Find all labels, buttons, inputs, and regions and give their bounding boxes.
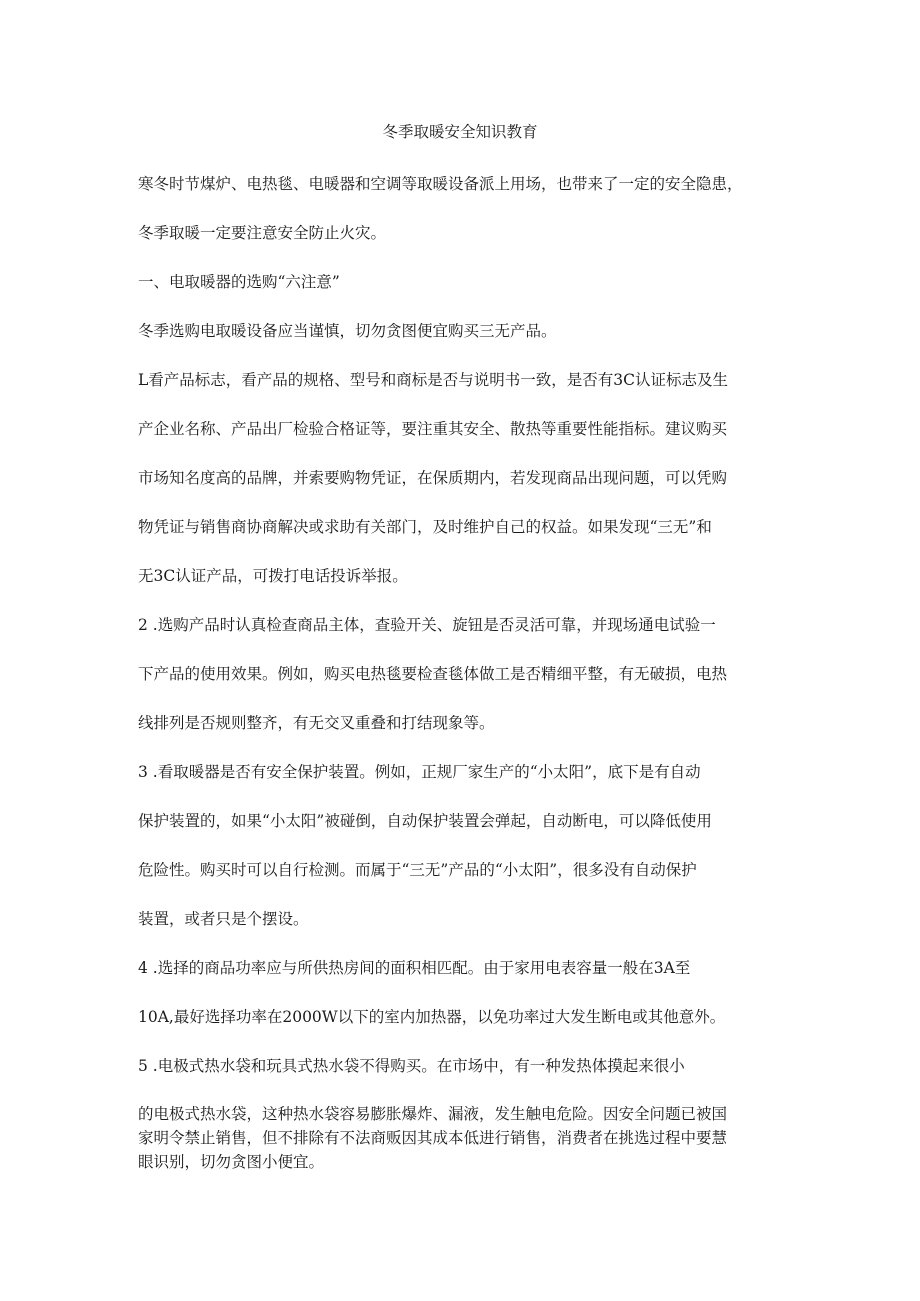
paragraph-line: 危险性。购买时可以自行检测。而属于“三无”产品的“小太阳”，很多没有自动保护	[138, 861, 697, 879]
paragraph-line: 产企业名称、产品出厂检验合格证等，要注重其安全、散热等重要性能指标。建议购买	[138, 420, 728, 438]
paragraph-line: 4 .选择的商品功率应与所供热房间的面积相匹配。由于家用电表容量一般在3A至	[138, 959, 691, 977]
paragraph-line: 寒冬时节煤炉、电热毯、电暖器和空调等取暖设备派上用场，也带来了一定的安全隐患，	[138, 175, 743, 193]
paragraph-line: 市场知名度高的品牌，并索要购物凭证，在保质期内，若发现商品出现问题，可以凭购	[138, 469, 728, 487]
paragraph-line: 10A,最好选择功率在2000W以下的室内加热器，以免功率过大发生断电或其他意外。	[138, 1008, 726, 1026]
paragraph-line: 装置，或者只是个摆设。	[138, 910, 309, 928]
paragraph-line: 下产品的使用效果。例如，购买电热毯要检查毯体做工是否精细平整，有无破损，电热	[138, 665, 728, 683]
paragraph-line: 2 .选购产品时认真检查商品主体，查验开关、旋钮是否灵活可靠，并现场通电试验一	[138, 616, 716, 634]
paragraph-line: 5 .电极式热水袋和玩具式热水袋不得购买。在市场中，有一种发热体摸起来很小	[138, 1057, 685, 1075]
paragraph-line: 眼识别，切勿贪图小便宜。	[138, 1153, 325, 1171]
paragraph-line: L看产品标志，看产品的规格、型号和商标是否与说明书一致，是否有3C认证标志及生	[138, 371, 729, 389]
paragraph-line: 线排列是否规则整齐，有无交叉重叠和打结现象等。	[138, 714, 495, 732]
paragraph-line: 3 .看取暖器是否有安全保护装置。例如，正规厂家生产的“小太阳”，底下是有自动	[138, 763, 701, 781]
paragraph-line: 保护装置的，如果“小太阳”被碰倒，自动保护装置会弹起，自动断电，可以降低使用	[138, 812, 712, 830]
paragraph-line: 无3C认证产品，可拨打电话投诉举报。	[138, 567, 408, 585]
paragraph-line: 冬季取暖一定要注意安全防止火灾。	[138, 224, 387, 242]
paragraph-line: 物凭证与销售商协商解决或求助有关部门，及时维护自己的权益。如果发现“三无”和	[138, 518, 712, 536]
paragraph-line: 冬季选购电取暖设备应当谨慎，切勿贪图便宜购买三无产品。	[138, 322, 557, 340]
section-heading: 一、电取暖器的选购“六注意”	[138, 273, 340, 291]
document-title: 冬季取暖安全知识教育	[382, 123, 538, 141]
paragraph-line: 的电极式热水袋，这种热水袋容易膨胀爆炸、漏液，发生触电危险。因安全问题已被国	[138, 1105, 728, 1123]
paragraph-line: 家明令禁止销售，但不排除有不法商贩因其成本低进行销售，消费者在挑选过程中要慧	[138, 1129, 728, 1147]
